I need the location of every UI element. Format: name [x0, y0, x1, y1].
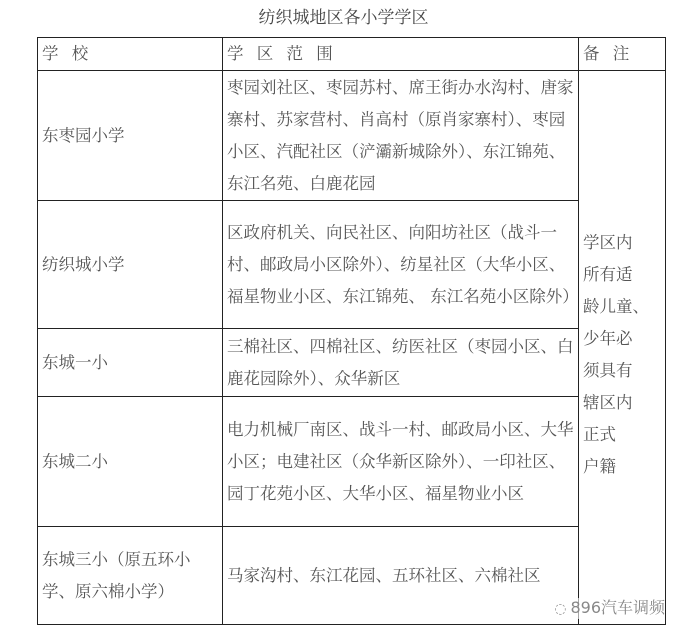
- school-name: 东枣园小学: [38, 71, 223, 201]
- watermark-text: 896汽车调频: [570, 598, 665, 617]
- district-area: 马家沟村、东江花园、五环社区、六棉社区: [223, 527, 579, 625]
- table-title: 纺织城地区各小学学区: [258, 8, 429, 28]
- school-name: 东城二小: [38, 397, 223, 527]
- district-area: 三棉社区、四棉社区、纺医社区（枣园小区、白鹿花园除外）、众华新区: [223, 329, 579, 397]
- note-line: 龄儿童、: [583, 296, 649, 316]
- watermark: [554, 598, 665, 619]
- header-note: 备 注: [579, 38, 666, 71]
- school-name: 纺织城小学: [38, 201, 223, 329]
- note-line: 学区内: [583, 232, 633, 252]
- header-area: 学 区 范 围: [223, 38, 579, 71]
- header-school: 学 校: [38, 38, 223, 71]
- table-row: [38, 201, 666, 329]
- school-district-table: [37, 37, 666, 625]
- note-line: 户籍: [583, 456, 616, 476]
- wechat-icon: ◌: [554, 601, 567, 617]
- table-header-row: [38, 38, 666, 71]
- school-name: 东城三小（原五环小学、原六棉小学）: [38, 527, 223, 625]
- note-line: 正式: [583, 424, 616, 444]
- district-area: 枣园刘社区、枣园苏村、席王街办水沟村、唐家寨村、苏家营村、肖高村（原肖家寨村）、枣园小区、汽配社区（浐灞新城除外）、东江锦苑、东江名苑、白鹿花园: [223, 71, 579, 201]
- note-line: 所有适: [583, 264, 633, 284]
- district-area: 电力机械厂南区、战斗一村、邮政局小区、大华小区；电建社区（众华新区除外）、一印社区、园丁花苑小区、大华小区、福星物业小区: [223, 397, 579, 527]
- district-area: 区政府机关、向民社区、向阳坊社区（战斗一村、邮政局小区除外）、纺星社区（大华小区、福星物业小区、东江锦苑、 东江名苑小区除外）: [223, 201, 579, 329]
- note-cell: [579, 71, 666, 625]
- note-line: 须具有: [583, 360, 633, 380]
- note-line: 辖区内: [583, 392, 633, 412]
- note-line: 少年必: [583, 328, 633, 348]
- school-name: 东城一小: [38, 329, 223, 397]
- table-row: [38, 397, 666, 527]
- table-row: [38, 329, 666, 397]
- table-row: [38, 71, 666, 201]
